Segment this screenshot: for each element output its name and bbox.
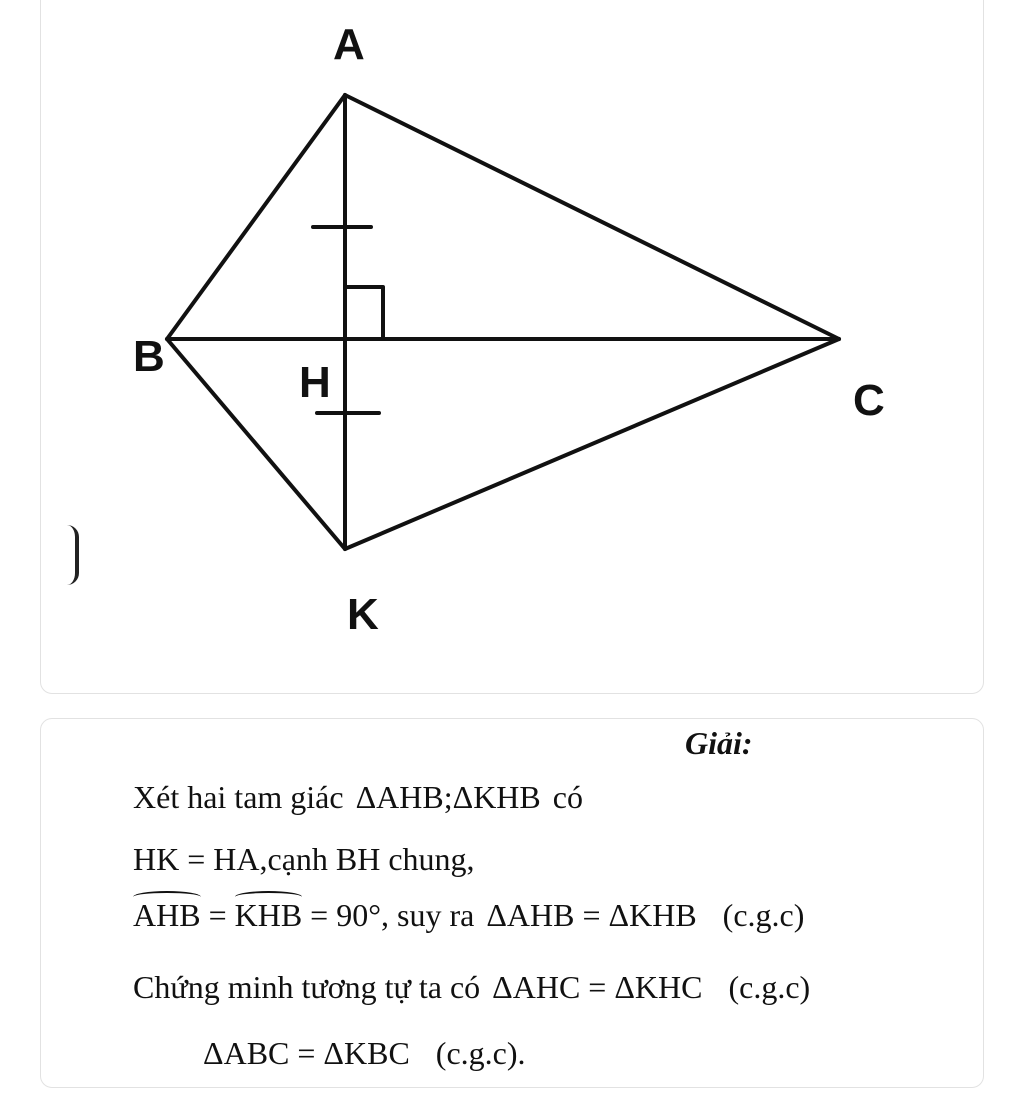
point-c-label: C [853,376,885,425]
line5-equation: ΔABC = ΔKBC [203,1035,410,1071]
solution-line-2 [133,839,475,879]
segment-ac [345,95,839,339]
line3-case: (c.g.c) [722,897,805,933]
point-k-label: K [347,590,379,639]
solution-line-4 [133,967,810,1007]
line3-text: , suy ra [381,897,475,933]
angle-khb: KHB [234,897,303,933]
line1-triangle2: ΔKHB [452,779,541,815]
segment-ab [167,95,345,339]
point-h-label: H [299,358,331,407]
line1-text1: Xét hai tam giác [133,779,344,815]
segment-kc [345,339,839,549]
line4-text: Chứng minh tương tự ta có [133,969,481,1005]
angle-ahb: AHB [133,897,201,933]
solution-title: Giải: [685,725,753,761]
figure-card [40,0,984,694]
solution-line-3: AHB = KHB = 90°, suy ra ΔAHB = ΔKHB (c.g.c) [133,897,805,933]
point-a-label: A [333,20,365,69]
line1-triangle1: ΔAHB; [355,779,453,815]
solution-line-5 [203,1033,526,1073]
line4-case: (c.g.c) [728,969,811,1005]
line4-equation: ΔAHC = ΔKHC [492,969,703,1005]
line5-case: (c.g.c). [435,1035,526,1071]
point-b-label: B [133,332,165,381]
solution-line-1 [133,777,583,817]
geometry-figure [41,0,985,695]
line2-text: HK = HA,cạnh BH chung, [133,841,475,877]
line1-text2: có [552,779,583,815]
line3-equation: ΔAHB = ΔKHB [486,897,697,933]
angle-value: = 90° [310,897,382,933]
right-angle-marker [345,287,383,337]
solution-card [40,718,984,1088]
